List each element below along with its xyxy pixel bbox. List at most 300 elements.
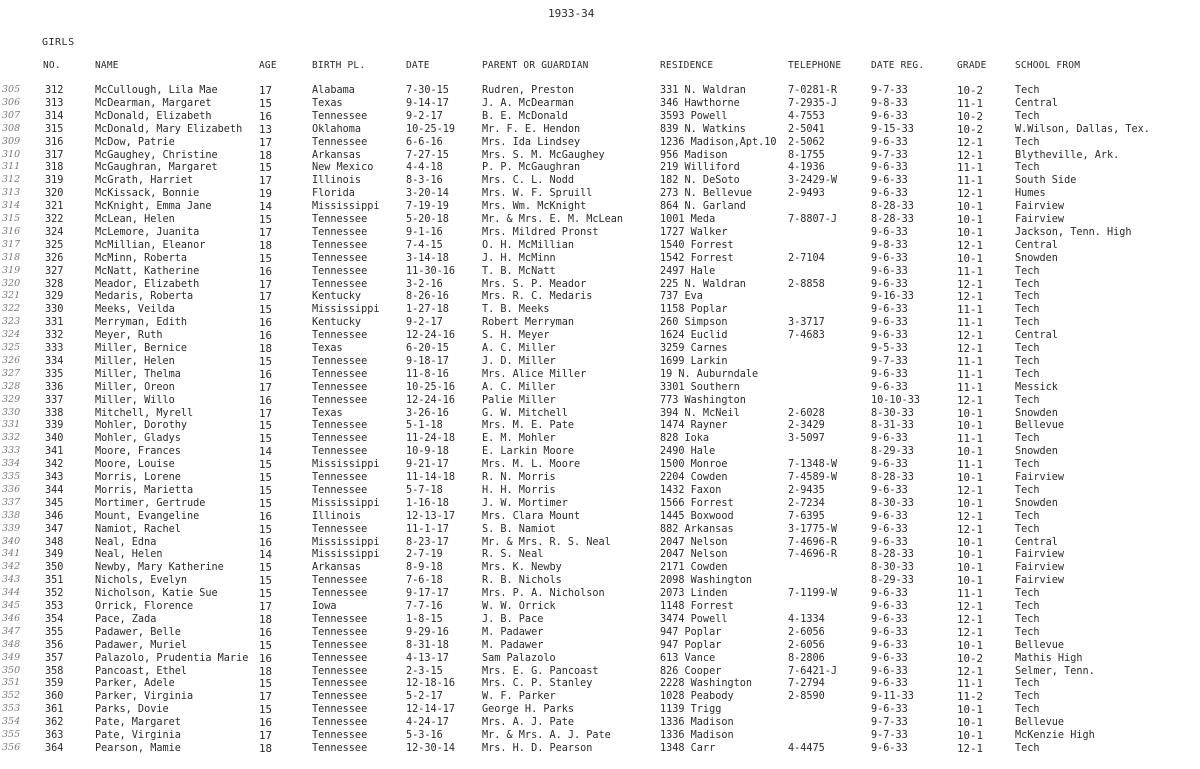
cell-parent: Mrs. Ida Lindsey	[482, 136, 581, 148]
cell-grade: 11-1	[957, 264, 984, 278]
cell-date: 9-29-16	[406, 626, 449, 638]
cell-parent: Mrs. M. E. Pate	[482, 420, 575, 432]
header-date-reg: DATE REG.	[871, 60, 925, 71]
cell-grade: 11-1	[957, 161, 984, 175]
table-row	[0, 678, 1200, 691]
table-row	[0, 266, 1200, 279]
handwritten-number: 315	[2, 213, 21, 224]
cell-age: 16	[259, 329, 273, 343]
cell-parent: W. F. Parker	[482, 691, 556, 703]
cell-age: 15	[259, 522, 273, 536]
cell-grade: 11-1	[957, 316, 984, 330]
header-school-from: SCHOOL FROM	[1015, 60, 1081, 71]
handwritten-number: 313	[2, 187, 21, 199]
cell-name: McLemore, Juanita	[95, 226, 200, 238]
cell-grade: 10-1	[957, 419, 984, 433]
cell-name: McCullough, Lila Mae	[95, 85, 218, 96]
cell-date-reg: 8-28-33	[871, 549, 914, 561]
cell-parent: R. N. Morris	[482, 472, 556, 483]
page-title: 1933-34	[548, 7, 595, 20]
table-row	[0, 214, 1200, 227]
cell-date: 11-1-17	[406, 523, 449, 535]
cell-date-reg: 9-15-33	[871, 123, 914, 135]
cell-school-from: Messick	[1015, 381, 1058, 393]
cell-date-reg: 9-6-33	[871, 704, 908, 716]
cell-birth-place: Iowa	[312, 601, 337, 612]
table-row	[0, 627, 1200, 640]
cell-parent: Mr. F. E. Hendon	[482, 123, 581, 135]
handwritten-number: 345	[2, 600, 21, 611]
cell-date: 3-26-16	[406, 407, 449, 419]
handwritten-number: 341	[2, 548, 21, 560]
cell-no: 355	[45, 626, 64, 638]
handwritten-number: 323	[2, 316, 21, 328]
cell-parent: S. B. Namiot	[482, 523, 556, 535]
cell-grade: 10-1	[957, 200, 984, 214]
cell-residence: 1445 Boxwood	[660, 510, 734, 522]
cell-birth-place: Tennessee	[312, 239, 368, 251]
handwritten-number: 322	[2, 303, 21, 315]
cell-date-reg: 9-6-33	[871, 175, 908, 187]
cell-age: 16	[259, 316, 273, 330]
cell-date-reg: 9-6-33	[871, 368, 908, 380]
cell-school-from: Snowden	[1015, 497, 1058, 509]
cell-school-from: Tech	[1015, 601, 1040, 612]
cell-school-from: Tech	[1015, 626, 1040, 638]
cell-name: Morris, Lorene	[95, 472, 181, 483]
cell-school-from: Tech	[1015, 304, 1040, 316]
cell-parent: J. H. McMinn	[482, 252, 556, 264]
cell-age: 17	[259, 290, 273, 304]
cell-school-from: South Side	[1015, 175, 1077, 187]
cell-age: 17	[259, 225, 273, 239]
cell-birth-place: Tennessee	[312, 523, 368, 535]
cell-parent: G. W. Mitchell	[482, 407, 568, 419]
cell-name: Parker, Virginia	[95, 691, 194, 703]
handwritten-number: 316	[2, 225, 21, 237]
handwritten-number: 352	[2, 690, 21, 702]
cell-name: Meeks, Veilda	[95, 304, 175, 316]
cell-birth-place: Oklahoma	[312, 123, 362, 135]
cell-telephone: 2-5062	[788, 136, 825, 148]
cell-telephone: 3-3717	[788, 317, 825, 329]
cell-birth-place: Tennessee	[312, 484, 368, 496]
table-row	[0, 511, 1200, 524]
cell-age: 15	[259, 677, 273, 691]
cell-parent: Mrs. P. A. Nicholson	[482, 588, 605, 600]
cell-grade: 11-1	[957, 354, 984, 368]
cell-residence: 1699 Larkin	[660, 355, 728, 367]
cell-name: McMinn, Roberta	[95, 252, 188, 264]
cell-parent: Mr. & Mrs. R. S. Neal	[482, 536, 611, 548]
cell-date-reg: 9-6-33	[871, 304, 908, 316]
cell-age: 15	[259, 303, 273, 317]
cell-birth-place: Tennessee	[312, 136, 368, 148]
cell-date: 1-8-15	[406, 613, 443, 625]
cell-telephone: 7-0281-R	[788, 85, 838, 96]
cell-name: McDonald, Elizabeth	[95, 110, 212, 122]
cell-date: 8-3-16	[406, 175, 443, 187]
cell-name: Miller, Bernice	[95, 343, 188, 354]
cell-age: 16	[259, 625, 273, 639]
handwritten-number: 330	[2, 406, 21, 418]
cell-birth-place: Tennessee	[312, 330, 368, 342]
cell-name: Palazolo, Prudentia Marie	[95, 652, 249, 664]
cell-name: McDonald, Mary Elizabeth	[95, 123, 243, 135]
cell-telephone: 4-4475	[788, 742, 825, 754]
cell-birth-place: Tennessee	[312, 252, 368, 264]
cell-date-reg: 8-31-33	[871, 420, 914, 432]
cell-no: 333	[45, 343, 64, 354]
cell-grade: 10-1	[957, 471, 984, 484]
cell-grade: 10-2	[957, 651, 984, 665]
table-row	[0, 459, 1200, 472]
cell-name: McKnight, Emma Jane	[95, 201, 212, 213]
cell-no: 337	[45, 394, 64, 406]
cell-parent: T. B. McNatt	[482, 265, 556, 277]
table-row	[0, 279, 1200, 292]
cell-grade: 12-1	[957, 148, 984, 162]
cell-birth-place: Tennessee	[312, 433, 368, 445]
cell-age: 14	[259, 445, 273, 459]
cell-telephone: 3-2429-W	[788, 175, 838, 187]
table-row	[0, 408, 1200, 421]
cell-no: 340	[45, 433, 64, 445]
table-row	[0, 614, 1200, 627]
cell-birth-place: Tennessee	[312, 446, 368, 458]
cell-date: 5-3-16	[406, 730, 443, 741]
cell-name: Orrick, Florence	[95, 601, 194, 612]
table-row	[0, 433, 1200, 446]
cell-parent: M. Padawer	[482, 639, 544, 651]
cell-telephone: 2-9435	[788, 484, 825, 496]
cell-parent: Mrs. C. L. Nodd	[482, 175, 575, 187]
cell-residence: 1542 Forrest	[660, 252, 734, 264]
table-row	[0, 175, 1200, 188]
cell-date-reg: 9-6-33	[871, 110, 908, 122]
cell-age: 13	[259, 122, 273, 136]
cell-age: 15	[259, 587, 273, 601]
cell-residence: 1432 Faxon	[660, 484, 722, 496]
cell-residence: 2047 Nelson	[660, 549, 728, 561]
cell-no: 338	[45, 407, 64, 419]
cell-school-from: Fairview	[1015, 201, 1065, 213]
cell-name: Parks, Dovie	[95, 704, 169, 716]
table-row	[0, 549, 1200, 562]
table-row	[0, 253, 1200, 266]
cell-parent: Mr. & Mrs. E. M. McLean	[482, 214, 624, 225]
cell-school-from: Snowden	[1015, 446, 1058, 458]
header-age: AGE	[259, 60, 277, 71]
table-row	[0, 356, 1200, 369]
cell-date: 12-30-14	[406, 742, 456, 754]
cell-no: 358	[45, 665, 64, 677]
cell-name: Pancoast, Ethel	[95, 665, 188, 677]
table-row	[0, 304, 1200, 317]
cell-school-from: Tech	[1015, 136, 1040, 148]
cell-telephone: 8-2806	[788, 652, 825, 664]
cell-residence: 1336 Madison	[660, 717, 734, 729]
cell-name: Mount, Evangeline	[95, 510, 200, 522]
cell-parent: E. Larkin Moore	[482, 446, 575, 458]
cell-age: 16	[259, 716, 273, 730]
cell-residence: 864 N. Garland	[660, 201, 746, 213]
cell-grade: 11-1	[957, 587, 984, 601]
handwritten-number: 350	[2, 664, 21, 676]
cell-date: 12-13-17	[406, 510, 456, 522]
cell-age: 14	[259, 548, 273, 562]
cell-residence: 2497 Hale	[660, 265, 716, 277]
cell-birth-place: Tennessee	[312, 717, 368, 729]
cell-no: 352	[45, 588, 64, 600]
handwritten-number: 348	[2, 638, 21, 650]
cell-name: Meyer, Ruth	[95, 330, 163, 342]
cell-school-from: Central	[1015, 536, 1058, 548]
cell-no: 359	[45, 678, 64, 690]
cell-school-from: Tech	[1015, 355, 1040, 367]
cell-grade: 12-1	[957, 612, 984, 626]
cell-school-from: Tech	[1015, 278, 1040, 290]
header-no: NO.	[43, 60, 61, 71]
cell-school-from: Bellevue	[1015, 420, 1065, 432]
cell-name: Moore, Frances	[95, 446, 181, 458]
cell-school-from: Tech	[1015, 678, 1040, 690]
cell-grade: 12-1	[957, 522, 984, 536]
cell-grade: 12-1	[957, 329, 984, 343]
cell-grade: 12-1	[957, 741, 984, 755]
cell-name: Miller, Willo	[95, 394, 175, 406]
handwritten-number: 327	[2, 367, 21, 379]
table-row	[0, 743, 1200, 756]
handwritten-number: 320	[2, 277, 21, 289]
cell-telephone: 7-4589-W	[788, 472, 838, 483]
cell-date: 12-18-16	[406, 678, 456, 690]
cell-name: McNatt, Katherine	[95, 265, 200, 277]
cell-date-reg: 8-29-33	[871, 575, 914, 587]
table-row	[0, 369, 1200, 382]
handwritten-number: 317	[2, 238, 21, 250]
cell-name: McKissack, Bonnie	[95, 188, 200, 200]
cell-school-from: Fairview	[1015, 575, 1065, 587]
cell-grade: 10-1	[957, 445, 984, 459]
cell-name: McMillian, Eleanor	[95, 239, 206, 251]
cell-date-reg: 9-7-33	[871, 717, 908, 729]
cell-telephone: 2-9493	[788, 188, 825, 200]
cell-telephone: 8-1755	[788, 149, 825, 161]
cell-date: 6-20-15	[406, 343, 449, 354]
cell-residence: 273 N. Bellevue	[660, 188, 753, 200]
handwritten-number: 329	[2, 393, 21, 405]
cell-date: 3-2-16	[406, 278, 443, 290]
cell-birth-place: Texas	[312, 97, 343, 109]
cell-date-reg: 9-6-33	[871, 317, 908, 329]
cell-birth-place: Florida	[312, 188, 355, 200]
cell-date-reg: 9-8-33	[871, 239, 908, 251]
cell-age: 17	[259, 277, 273, 291]
cell-parent: Mrs. E. G. Pancoast	[482, 665, 599, 677]
cell-school-from: Tech	[1015, 523, 1040, 535]
cell-date: 5-2-17	[406, 691, 443, 703]
cell-birth-place: Mississippi	[312, 497, 380, 509]
cell-date: 8-9-18	[406, 562, 443, 574]
table-row	[0, 562, 1200, 575]
cell-parent: W. W. Orrick	[482, 601, 556, 612]
cell-date: 9-21-17	[406, 459, 449, 471]
cell-birth-place: Mississippi	[312, 536, 380, 548]
cell-birth-place: Tennessee	[312, 420, 368, 432]
handwritten-number: 307	[2, 109, 21, 121]
cell-telephone: 4-1334	[788, 613, 825, 625]
cell-parent: A. C. Miller	[482, 381, 556, 393]
handwritten-number: 351	[2, 677, 21, 689]
cell-birth-place: Kentucky	[312, 291, 362, 303]
cell-no: 318	[45, 162, 64, 174]
cell-telephone: 2-7234	[788, 497, 825, 509]
cell-date-reg: 9-6-33	[871, 678, 908, 690]
cell-parent: Mrs. S. M. McGaughey	[482, 149, 605, 161]
cell-no: 327	[45, 265, 64, 277]
table-row	[0, 137, 1200, 150]
cell-name: Miller, Thelma	[95, 368, 181, 380]
cell-age: 16	[259, 393, 273, 407]
cell-date-reg: 9-6-33	[871, 278, 908, 290]
cell-parent: Mrs. Wm. McKnight	[482, 201, 587, 213]
cell-grade: 11-1	[957, 677, 984, 691]
cell-name: Newby, Mary Katherine	[95, 562, 224, 574]
cell-school-from: Tech	[1015, 742, 1040, 754]
cell-birth-place: Tennessee	[312, 472, 368, 483]
cell-school-from: Tech	[1015, 162, 1040, 174]
cell-date-reg: 9-6-33	[871, 588, 908, 600]
cell-date-reg: 8-29-33	[871, 446, 914, 458]
cell-residence: 826 Cooper	[660, 665, 722, 677]
cell-name: Pate, Virginia	[95, 730, 181, 741]
cell-residence: 1139 Trigg	[660, 704, 722, 716]
cell-birth-place: Tennessee	[312, 704, 368, 716]
header-birth-place: BIRTH PL.	[312, 60, 366, 71]
header-grade: GRADE	[957, 60, 987, 71]
cell-age: 17	[259, 135, 273, 149]
cell-residence: 2204 Cowden	[660, 472, 728, 483]
cell-residence: 2171 Cowden	[660, 562, 728, 574]
cell-date: 1-16-18	[406, 497, 449, 509]
table-row	[0, 472, 1200, 485]
cell-residence: 773 Washington	[660, 394, 746, 406]
cell-parent: E. M. Mohler	[482, 433, 556, 445]
cell-age: 17	[259, 380, 273, 394]
cell-grade: 12-1	[957, 664, 984, 678]
cell-date: 12-24-16	[406, 330, 456, 342]
cell-no: 345	[45, 497, 64, 509]
cell-date-reg: 9-6-33	[871, 665, 908, 677]
cell-birth-place: Tennessee	[312, 278, 368, 290]
cell-school-from: Tech	[1015, 704, 1040, 716]
handwritten-number: 356	[2, 741, 21, 753]
cell-age: 15	[259, 419, 273, 433]
cell-telephone: 2-6056	[788, 639, 825, 651]
cell-parent: Mrs. H. D. Pearson	[482, 742, 593, 754]
handwritten-number: 321	[2, 290, 21, 302]
cell-date-reg: 9-6-33	[871, 613, 908, 625]
cell-no: 317	[45, 149, 64, 161]
table-row	[0, 111, 1200, 124]
cell-parent: Mrs. M. L. Moore	[482, 459, 581, 471]
cell-birth-place: Tennessee	[312, 588, 368, 600]
cell-telephone: 7-2935-J	[788, 97, 838, 109]
cell-grade: 12-1	[957, 238, 984, 252]
cell-no: 346	[45, 510, 64, 522]
cell-residence: 219 Williford	[660, 162, 740, 174]
cell-age: 15	[259, 703, 273, 717]
cell-date-reg: 9-7-33	[871, 730, 908, 741]
table-row	[0, 601, 1200, 614]
table-row	[0, 588, 1200, 601]
cell-school-from: Tech	[1015, 588, 1040, 600]
cell-no: 325	[45, 239, 64, 251]
cell-school-from: Blytheville, Ark.	[1015, 149, 1120, 161]
cell-age: 15	[259, 638, 273, 652]
cell-name: Meador, Elizabeth	[95, 278, 200, 290]
handwritten-number: 339	[2, 522, 21, 534]
table-row	[0, 343, 1200, 356]
cell-date: 9-2-17	[406, 110, 443, 122]
cell-school-from: Tech	[1015, 110, 1040, 122]
cell-birth-place: Arkansas	[312, 562, 362, 574]
cell-birth-place: Mississippi	[312, 459, 380, 471]
cell-date: 12-24-16	[406, 394, 456, 406]
cell-school-from: Bellevue	[1015, 717, 1065, 729]
cell-date: 7-19-19	[406, 201, 449, 213]
cell-date-reg: 9-6-33	[871, 188, 908, 200]
table-row	[0, 524, 1200, 537]
cell-date: 11-8-16	[406, 368, 449, 380]
cell-residence: 3593 Powell	[660, 110, 728, 122]
cell-parent: Mrs. K. Newby	[482, 562, 562, 574]
cell-no: 356	[45, 639, 64, 651]
cell-school-from: McKenzie High	[1015, 730, 1095, 741]
cell-telephone: 2-8858	[788, 278, 825, 290]
cell-date: 8-26-16	[406, 291, 449, 303]
cell-date-reg: 10-10-33	[871, 394, 921, 406]
cell-parent: J. W. Mortimer	[482, 497, 568, 509]
cell-residence: 1566 Forrest	[660, 497, 734, 509]
cell-grade: 11-1	[957, 303, 984, 317]
cell-age: 16	[259, 367, 273, 381]
cell-residence: 1158 Poplar	[660, 304, 728, 316]
cell-age: 14	[259, 200, 273, 214]
cell-date-reg: 9-8-33	[871, 97, 908, 109]
handwritten-number: 308	[2, 122, 21, 134]
cell-no: 362	[45, 717, 64, 729]
cell-date: 4-4-18	[406, 162, 443, 174]
cell-date: 11-30-16	[406, 265, 456, 277]
table-row	[0, 330, 1200, 343]
table-row	[0, 704, 1200, 717]
cell-parent: R. B. Nichols	[482, 575, 562, 587]
cell-name: Pace, Zada	[95, 613, 157, 625]
handwritten-number: 343	[2, 574, 21, 586]
handwritten-number: 311	[2, 161, 21, 173]
cell-no: 316	[45, 136, 64, 148]
cell-date-reg: 8-30-33	[871, 407, 914, 419]
cell-parent: T. B. Meeks	[482, 304, 550, 316]
cell-date: 10-25-19	[406, 123, 456, 135]
cell-school-from: Bellevue	[1015, 639, 1065, 651]
handwritten-number: 331	[2, 419, 21, 431]
cell-school-from: Mathis High	[1015, 652, 1083, 664]
cell-date: 4-24-17	[406, 717, 449, 729]
cell-telephone: 4-7553	[788, 110, 825, 122]
